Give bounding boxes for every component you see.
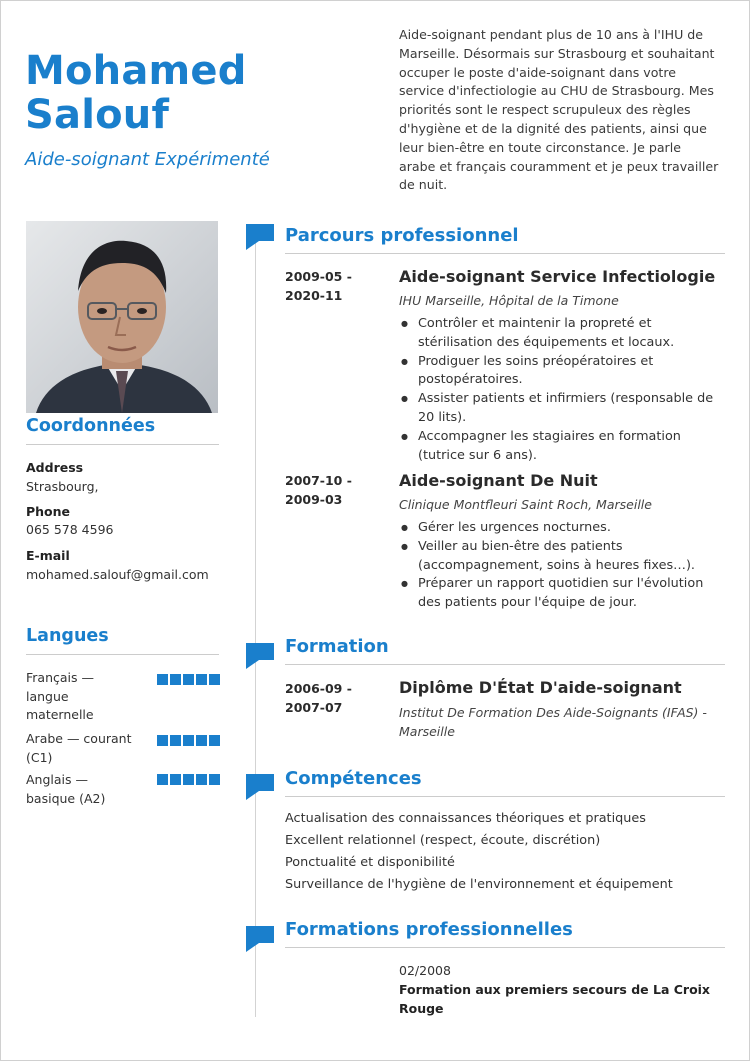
experience-org: Clinique Montfleuri Saint Roch, Marseille (399, 497, 652, 512)
list-item: ● Veiller au bien-être des patients (accompagnement, soins à heures fixes…). (399, 538, 724, 576)
language-level (157, 735, 220, 746)
education-date: 2006-09 - 2007-07 (285, 681, 352, 715)
experience-bullets (399, 519, 724, 613)
skill-item: Ponctualité et disponibilité (285, 855, 455, 870)
timeline-line (255, 237, 256, 1017)
list-item: ● Gérer les urgences nocturnes. (399, 519, 724, 538)
language-item: Français — langue maternelle (26, 670, 94, 722)
training-heading: Formations professionnelles (285, 919, 573, 940)
phone-value: 065 578 4596 (26, 522, 114, 537)
education-title: Diplôme D'État D'aide-soignant (399, 678, 682, 697)
languages-heading: Langues (26, 626, 109, 646)
contact-heading: Coordonnées (26, 416, 156, 436)
flag-icon (245, 642, 275, 670)
email-value: mohamed.salouf@gmail.com (26, 567, 209, 582)
language-item: Arabe — courant (C1) (26, 731, 132, 765)
language-item: Anglais — basique (A2) (26, 772, 106, 806)
skill-item: Actualisation des connaissances théoriques et pratiques (285, 811, 646, 826)
flag-icon (245, 223, 275, 251)
list-item: ● Prodiguer les soins préopératoires et postopératoires. (399, 353, 724, 391)
divider (285, 947, 725, 948)
skill-item: Surveillance de l'hygiène de l'environnement et équipement (285, 877, 673, 892)
language-level (157, 674, 220, 685)
candidate-name: Mohamed Salouf (25, 48, 247, 138)
experience-title: Aide-soignant De Nuit (399, 471, 598, 490)
divider (285, 664, 725, 665)
flag-icon (245, 773, 275, 801)
address-value: Strasbourg, (26, 479, 99, 494)
list-item: ● Accompagner les stagiaires en formation (tutrice sur 6 ans). (399, 428, 724, 466)
experience-title: Aide-soignant Service Infectiologie (399, 267, 716, 286)
flag-icon (245, 925, 275, 953)
list-item: ● Contrôler et maintenir la propreté et stérilisation des équipements et locaux. (399, 315, 724, 353)
profile-photo (26, 221, 218, 413)
divider (26, 654, 219, 655)
address-label: Address (26, 460, 84, 475)
training-title: Formation aux premiers secours de La Croix Rouge (399, 982, 710, 1016)
divider (285, 253, 725, 254)
list-item: ● Préparer un rapport quotidien sur l'évolution des patients pour l'équipe de jour. (399, 575, 724, 613)
divider (285, 796, 725, 797)
portrait-image (26, 221, 218, 413)
list-item: ● Assister patients et infirmiers (responsable de 20 lits). (399, 390, 724, 428)
experience-heading: Parcours professionnel (285, 225, 519, 246)
experience-bullets (399, 315, 724, 465)
education-heading: Formation (285, 636, 389, 657)
experience-org: IHU Marseille, Hôpital de la Timone (399, 293, 619, 308)
job-title: Aide-soignant Expérimenté (25, 149, 270, 170)
education-org: Institut De Formation Des Aide-Soignants (IFAS) - Marseille (399, 705, 707, 739)
language-level (157, 774, 220, 785)
profile-summary: Aide-soignant pendant plus de 10 ans à l'IHU de Marseille. Désormais sur Strasbourg et souhaitant occuper le poste d'aide-soignant dans votre service d'infectiologie au CHU de Strasbourg. Mes priorités sont le respect scrupuleux des règles d'hygiène et de la dignité des patients, ainsi que leur bien-être en toute circonstance. Je parle arabe et français couramment et je peux travailler de nuit. (399, 27, 719, 193)
skills-heading: Compétences (285, 768, 422, 789)
divider (26, 444, 219, 445)
phone-label: Phone (26, 504, 71, 519)
experience-date: 2009-05 - 2020-11 (285, 269, 352, 303)
training-date: 02/2008 (399, 963, 451, 978)
skill-item: Excellent relationnel (respect, écoute, discrétion) (285, 833, 601, 848)
email-label: E-mail (26, 548, 70, 563)
experience-date: 2007-10 - 2009-03 (285, 473, 352, 507)
